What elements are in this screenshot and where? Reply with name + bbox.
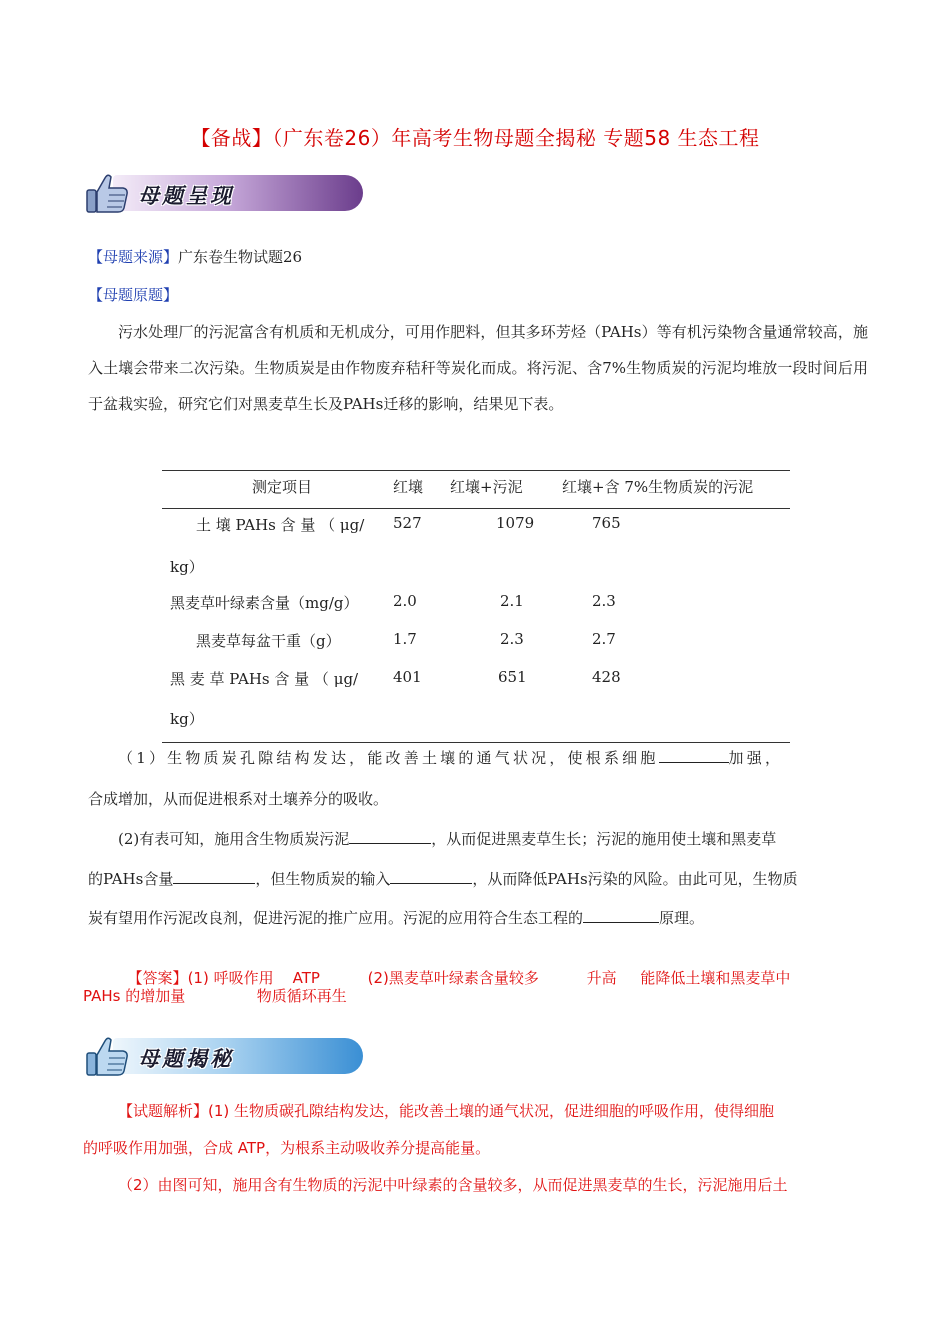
table-cell-value: 428 xyxy=(592,668,621,686)
question-2-text: ，从而促进黑麦草生长；污泥的施用使土壤和黑麦草 xyxy=(431,830,777,848)
answer-blank xyxy=(659,746,729,763)
table-header-biochar: 红壤+含 7%生物质炭的污泥 xyxy=(562,478,754,496)
table-cell-item-cont: kg） xyxy=(170,710,204,728)
table-cell-value: 2.3 xyxy=(500,630,524,648)
answer-blank xyxy=(390,867,472,884)
table-cell-item: 黑麦草每盆干重（g） xyxy=(196,632,341,650)
table-top-rule xyxy=(162,470,790,471)
answer-text: (1) 呼吸作用 ATP (2)黑麦草叶绿素含量较多 升高 能降低土壤和黑麦草中 xyxy=(187,969,791,987)
table-cell-value: 2.3 xyxy=(592,592,616,610)
source-line xyxy=(88,247,302,267)
table-cell-value: 2.1 xyxy=(500,592,524,610)
analysis-label: 【试题解析】 xyxy=(118,1102,209,1120)
question-2-line-3 xyxy=(88,906,704,928)
table-bottom-rule xyxy=(162,742,790,743)
question-2-text: (2)有表可知，施用含生物质炭污泥 xyxy=(118,830,350,848)
section-banner-mother-reveal xyxy=(83,1033,365,1079)
question-2-text: ，从而降低PAHs污染的风险。由此可见，生物质 xyxy=(472,870,798,888)
question-1-text: 加强， xyxy=(728,749,784,767)
table-cell-value: 401 xyxy=(393,668,422,686)
question-1-line-1 xyxy=(118,746,783,768)
thumbs-up-icon xyxy=(83,170,131,216)
thumbs-up-icon xyxy=(83,1033,131,1079)
table-cell-value: 1.7 xyxy=(393,630,417,648)
table-cell-value: 2.7 xyxy=(592,630,616,648)
section-banner-mother-question xyxy=(83,170,365,216)
answer-line-2: PAHs 的增加量 物质循环再生 xyxy=(83,987,347,1005)
page-title: 【备战】（广东卷26）年高考生物母题全揭秘 专题58 生态工程 xyxy=(190,126,760,150)
table-header-red-soil: 红壤 xyxy=(393,478,424,496)
intro-paragraph: 污水处理厂的污泥富含有机质和无机成分，可用作肥料，但其多环芳烃（PAHs）等有机污染物含量通常较高，施入土壤会带来二次污染。生物质炭是由作物废弃秸秆等炭化而成。将污泥、含7%生物质炭的污泥均堆放一段时间后用于盆栽实验，研究它们对黑麦草生长及PAHs迁移的影响，结果见下表。 xyxy=(88,323,868,413)
table-header-rule xyxy=(162,508,790,509)
source-text: 广东卷生物试题26 xyxy=(178,248,303,266)
question-2-text: 炭有望用作污泥改良剂，促进污泥的推广应用。污泥的应用符合生态工程的 xyxy=(88,909,584,927)
original-label: 【母题原题】 xyxy=(88,286,179,304)
table-cell-item: 黑 麦 草 PAHs 含 量 （ μg/ xyxy=(170,670,359,688)
table-cell-item: 土 壤 PAHs 含 量 （ μg/ xyxy=(196,516,365,534)
question-2-text: ，但生物质炭的输入 xyxy=(255,870,391,888)
analysis-line-2: 的呼吸作用加强，合成 ATP，为根系主动吸收养分提高能量。 xyxy=(83,1139,491,1157)
table-cell-item: 黑麦草叶绿素含量（mg/g） xyxy=(170,594,359,612)
analysis-text: (1) 生物质碳孔隙结构发达，能改善土壤的通气状况，促进细胞的呼吸作用，使得细胞 xyxy=(208,1102,775,1120)
table-header-item: 测定项目 xyxy=(252,478,313,496)
analysis-line-3: （2）由图可知，施用含有生物质的污泥中叶绿素的含量较多，从而促进黑麦草的生长，污泥施用后土 xyxy=(118,1176,788,1194)
table-header-sludge: 红壤+污泥 xyxy=(450,478,523,496)
answer-blank xyxy=(349,827,431,844)
source-label: 【母题来源】 xyxy=(88,248,179,266)
question-2-line-2 xyxy=(88,867,798,889)
table-cell-item-cont: kg） xyxy=(170,558,204,576)
question-1-text: （1）生物质炭孔隙结构发达，能改善土壤的通气状况，使根系细胞 xyxy=(118,749,659,767)
answer-line-1 xyxy=(118,948,790,988)
answer-blank xyxy=(583,906,659,923)
answer-blank xyxy=(173,867,255,884)
banner-title: 母题揭秘 xyxy=(138,1046,234,1071)
banner-title: 母题呈现 xyxy=(138,183,234,208)
table-cell-value: 1079 xyxy=(496,514,535,532)
question-2-text: 的PAHs含量 xyxy=(88,870,174,888)
question-2-line-1 xyxy=(118,827,776,849)
table-cell-value: 527 xyxy=(393,514,422,532)
table-cell-value: 651 xyxy=(498,668,527,686)
answer-label: 【答案】 xyxy=(127,969,188,987)
analysis-line-1 xyxy=(118,1101,774,1121)
table-cell-value: 765 xyxy=(592,514,621,532)
table-cell-value: 2.0 xyxy=(393,592,417,610)
question-2-text: 原理。 xyxy=(659,909,705,927)
question-1-line-2: 合成增加，从而促进根系对土壤养分的吸收。 xyxy=(88,790,389,808)
